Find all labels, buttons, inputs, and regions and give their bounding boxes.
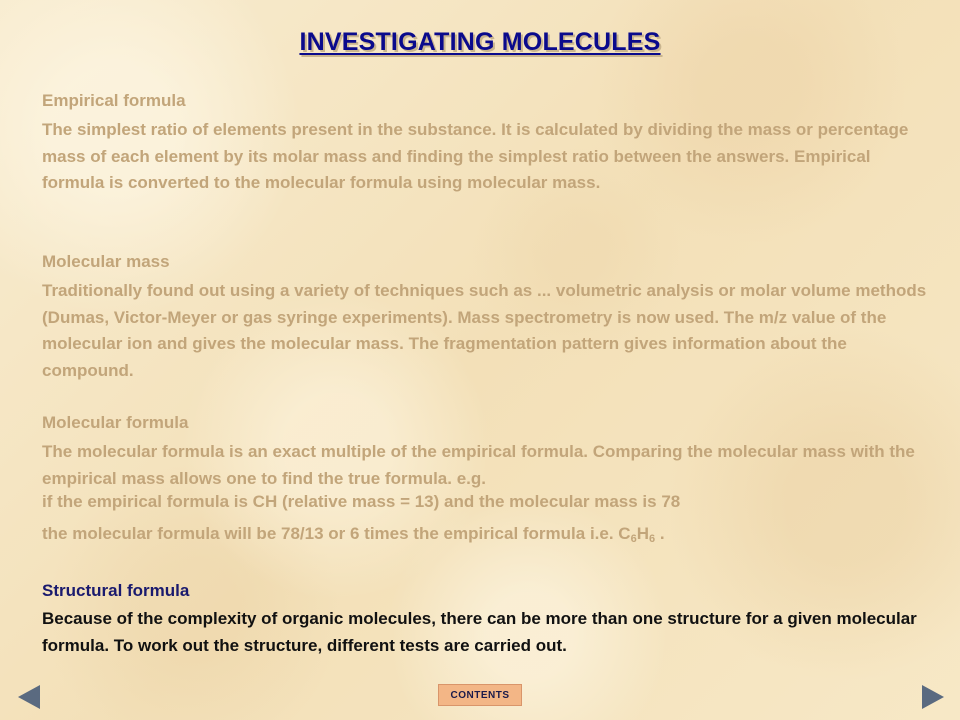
molecular-formula-example-line-2 xyxy=(42,524,665,545)
section-text-empirical-formula: The simplest ratio of elements present in the substance. It is calculated by dividing the mass or percentage mass of each element by its molar mass and finding the simplest ratio between the answers. Empirical formula is converted to the molecular formula using molecular mass. xyxy=(42,120,909,192)
right-triangle-icon[interactable] xyxy=(920,683,946,711)
section-text-molecular-formula: The molecular formula is an exact multiple of the empirical formula. Comparing the molecular mass with the empirical mass allows one to find the true formula. e.g. xyxy=(42,442,915,488)
section-text-molecular-mass: Traditionally found out using a variety of techniques such as ... volumetric analysis or molar volume methods (Dumas, Victor-Meyer or gas syringe experiments). Mass spectrometry is now used. The m/z value of the molecular ion and gives the molecular mass. The fragmentation pattern gives information about the compound. xyxy=(42,281,927,380)
left-triangle-icon[interactable] xyxy=(16,683,42,711)
section-heading-structural-formula: Structural formula xyxy=(42,581,190,600)
subscript-hydrogen-count: 6 xyxy=(648,533,656,545)
section-heading-molecular-formula: Molecular formula xyxy=(42,413,189,432)
section-text-structural-formula: Because of the complexity of organic molecules, there can be more than one structure for a given molecular formula. To work out the structure, different tests are carried out. xyxy=(42,609,917,655)
molecular-formula-example-line-1: if the empirical formula is CH (relative mass = 13) and the molecular mass is 78 xyxy=(42,492,681,511)
example-line-2-start: the molecular formula will be 78/13 or 6 times the empirical formula i.e. C xyxy=(42,524,631,543)
page-title: INVESTIGATING MOLECULES xyxy=(299,28,661,56)
contents-button[interactable]: CONTENTS xyxy=(438,684,522,706)
section-heading-molecular-mass: Molecular mass xyxy=(42,252,170,271)
hydrogen-symbol: H xyxy=(636,524,649,543)
subscript-carbon-count: 6 xyxy=(630,533,637,545)
section-heading-empirical-formula: Empirical formula xyxy=(42,91,186,110)
example-line-2-end: . xyxy=(655,524,665,543)
